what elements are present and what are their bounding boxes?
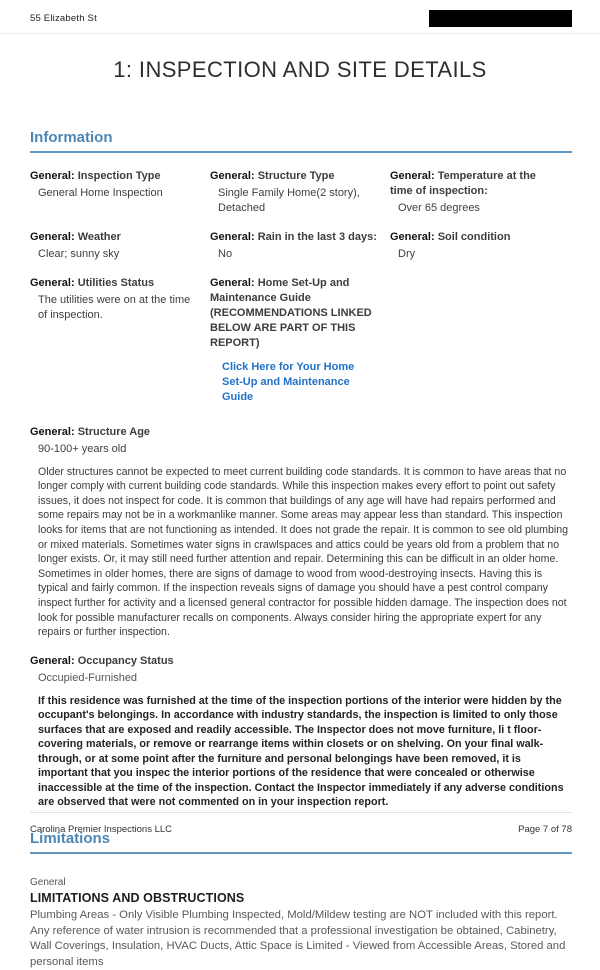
field-label [30, 654, 572, 669]
field-label-text: Occupancy Status [77, 654, 174, 667]
empty-cell [390, 276, 572, 406]
field-structure-type [210, 169, 390, 216]
field-utilities-status [30, 276, 210, 406]
field-label [30, 425, 572, 440]
property-address: 55 Elizabeth St [30, 13, 97, 24]
page-title: 1: INSPECTION AND SITE DETAILS [113, 57, 487, 82]
field-home-guide [210, 276, 390, 406]
field-structure-age [30, 425, 572, 640]
field-label-text: Home Set-Up and Maintenance Guide (RECOMMENDATIONS LINKED BELOW ARE PART OF THIS REPORT) [210, 276, 372, 349]
field-weather [30, 230, 210, 262]
field-label-text: Utilities Status [77, 276, 155, 289]
field-label [210, 169, 378, 184]
field-label [30, 169, 198, 184]
field-label-prefix: General: [390, 170, 435, 182]
field-label-prefix: General: [30, 170, 75, 182]
page-footer [30, 812, 572, 835]
redaction-bar [429, 10, 572, 27]
field-label-prefix: General: [30, 654, 75, 667]
limitation-item [30, 877, 572, 969]
field-label-prefix: General: [30, 230, 75, 243]
field-label-prefix: General: [30, 425, 75, 438]
section-header-information: Information [30, 129, 572, 153]
field-label [30, 276, 198, 291]
home-guide-link[interactable]: Click Here for Your Home Set-Up and Maintenance Guide [222, 360, 355, 404]
field-label-prefix: General: [210, 276, 255, 289]
field-occupancy-status [30, 654, 572, 810]
field-label-text: Inspection Type [77, 170, 161, 182]
page-header [0, 0, 600, 27]
field-label [390, 230, 560, 245]
field-value: General Home Inspection [38, 186, 163, 199]
field-label [390, 169, 560, 199]
field-soil-condition [390, 230, 572, 262]
field-label-text: Structure Age [77, 425, 151, 438]
field-label-text: Temperature at the time of inspection: [390, 170, 536, 197]
field-label-text: Rain in the last 3 days: [257, 230, 377, 243]
field-label-prefix: General: [210, 230, 255, 243]
limitation-category: General [30, 877, 66, 889]
field-value: Occupied-Furnished [38, 671, 138, 684]
header-divider [0, 33, 600, 34]
occupancy-note: If this residence was furnished at the time of the inspection portions of the interior were hidden by the occupant's belongings. In accordance with industry standards, the inspection is limited to only those surfaces that are exposed and readily accessible. The Inspector does not move furniture, li t floor-covering materials, or remove or rearrange items within closets or on shelving. On your final walk-through, or at some point after the furniture and personal belongings have been removed, it is important that you inspec the interior portions of the residence that were concealed or otherwise inaccessible at the time of the inspection. Contact the Inspector immediately if any adverse conditions are observed that were not commented on in your inspection report. [38, 694, 564, 808]
field-temperature [390, 169, 572, 216]
company-name: Carolina Premier Inspections LLC [30, 824, 173, 835]
field-value: No [218, 247, 233, 260]
field-value: 90-100+ years old [38, 442, 127, 455]
limitation-text: Plumbing Areas - Only Visible Plumbing Inspected, Mold/Mildew testing are NOT included with this report. Any reference of water intrusion is recommended that a professional investigation be obtained, Cabinetry, Wall Coverings, Insulation, HVAC Ducts, Attic Space is Limited - Viewed from Accessible Areas, Stored and personal items [30, 909, 566, 968]
field-value: Clear; sunny sky [38, 247, 120, 260]
field-label-text: Weather [77, 230, 121, 243]
field-label-prefix: General: [30, 276, 75, 289]
field-label [210, 230, 378, 245]
field-label-prefix: General: [390, 230, 435, 243]
field-label [210, 276, 378, 351]
field-label-text: Structure Type [257, 170, 335, 182]
information-grid [30, 169, 572, 420]
field-label-prefix: General: [210, 170, 255, 182]
field-value: Over 65 degrees [398, 201, 480, 214]
footer-divider [30, 812, 572, 813]
section-header-limitations: Limitations [30, 830, 572, 854]
field-value: The utilities were on at the time of inspection. [38, 293, 191, 321]
field-inspection-type [30, 169, 210, 216]
page-number: Page 7 of 78 [518, 824, 572, 835]
page-content [0, 129, 600, 970]
limitation-heading: LIMITATIONS AND OBSTRUCTIONS [30, 891, 245, 906]
field-label [30, 230, 198, 245]
structure-age-note: Older structures cannot be expected to meet current building code standards. It is common to have areas that no longer comply with current building code standards. While this inspection makes every effort to point out safety issues, it does not inspect for code. It is common that buildings of any age will have had repairs performed and some repairs may not be in a workmanlike manner. Some areas may appear less than standard. This inspection looks for items that are not functioning as intended. It does not grade the repair. It is common to see old plumbing or mixed materials. Sometimes water signs in crawlspaces and attics could be years old from a problem that no longer exists. Or, it may still need further attention and repair. Determining this can be difficult in an older home. Sometimes in older homes, there are signs of damage to wood from wood-destroying insects. Having this is typical and fairly common. If the inspection reveals signs of damage you should have a pest control company inspect further for activity and a licensed general contractor for possible hidden damage. The inspection does not look for possible manufacturer recalls on components. Always consider hiring the appropriate expert for any repairs or further inspection. [38, 465, 568, 639]
field-label-text: Soil condition [437, 230, 511, 243]
field-rain [210, 230, 390, 262]
field-value: Dry [398, 247, 416, 260]
field-value: Single Family Home(2 story), Detached [218, 186, 360, 214]
